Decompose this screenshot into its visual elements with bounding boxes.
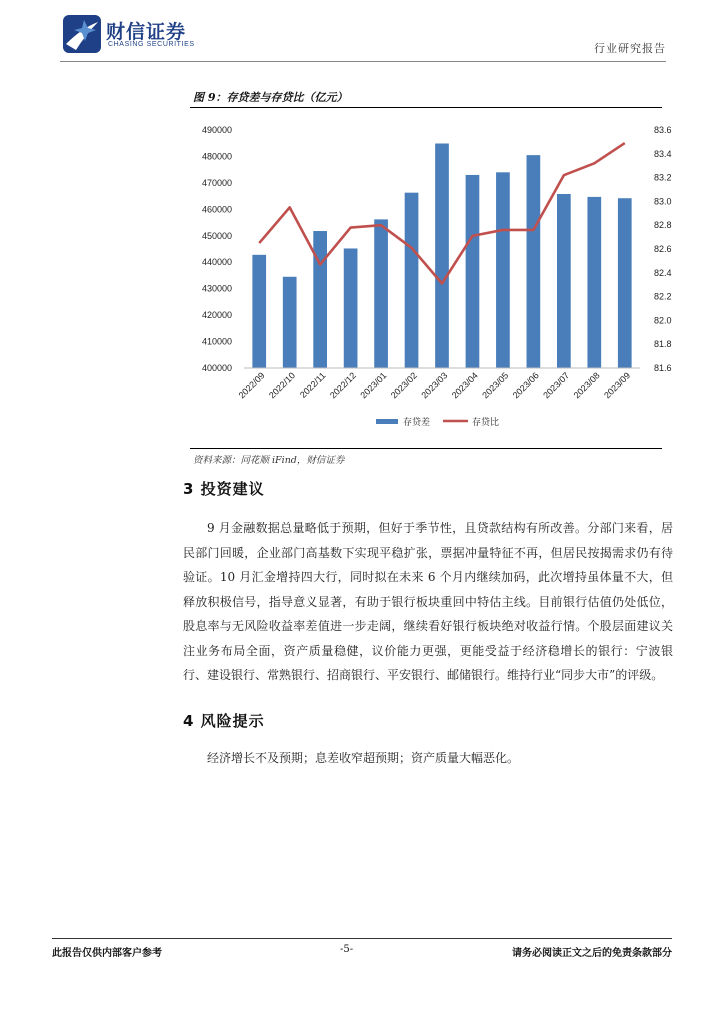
x-tick-label: 2023/06 [510, 370, 541, 401]
x-tick-label: 2023/03 [419, 370, 450, 401]
y-left-tick-label: 440000 [201, 257, 232, 268]
bar-deposit-loan-gap [313, 231, 327, 368]
y-right-tick-label: 82.0 [654, 315, 672, 326]
x-tick-label: 2023/07 [541, 370, 572, 401]
deposit-loan-chart [190, 110, 672, 446]
figure-source: 资料来源：同花顺 iFind，财信证券 [193, 455, 345, 466]
x-tick-label: 2023/04 [449, 370, 480, 401]
x-tick-label: 2023/01 [358, 370, 389, 401]
x-tick-label: 2023/08 [571, 370, 602, 401]
bar-deposit-loan-gap [405, 193, 419, 368]
bar-deposit-loan-gap [283, 277, 297, 368]
header-divider [60, 61, 666, 62]
y-right-tick-label: 82.2 [654, 291, 672, 302]
figure-bottom-rule [190, 448, 662, 449]
y-left-tick-label: 490000 [201, 125, 232, 135]
x-tick-label: 2022/11 [297, 370, 328, 400]
section-heading-risk: 4 风险提示 [183, 712, 265, 730]
y-right-tick-label: 83.2 [654, 172, 672, 183]
y-left-tick-label: 400000 [201, 363, 232, 373]
section-heading-investment: 3 投资建议 [183, 480, 265, 498]
footer-disclaimer-note: 此报告仅供内部客户参考 [52, 948, 162, 959]
footer-divider [52, 938, 672, 939]
bar-deposit-loan-gap [618, 198, 632, 368]
section-paragraph-investment [183, 516, 673, 688]
y-left-tick-label: 450000 [201, 230, 232, 241]
y-right-tick-label: 82.4 [654, 267, 672, 278]
y-left-tick-label: 470000 [201, 177, 232, 188]
x-tick-label: 2022/09 [236, 370, 267, 401]
bar-deposit-loan-gap [252, 255, 266, 368]
logo-subtitle: CHASING SECURITIES [108, 41, 195, 48]
y-left-tick-label: 460000 [201, 204, 232, 215]
legend-label-bar: 存贷差 [403, 418, 431, 428]
footer-terms-note: 请务必阅读正文之后的免责条款部分 [512, 948, 672, 959]
legend-label-line: 存贷比 [472, 418, 500, 428]
bar-deposit-loan-gap [496, 172, 510, 368]
y-left-tick-label: 420000 [201, 310, 232, 321]
x-tick-label: 2022/10 [267, 370, 298, 401]
y-left-tick-label: 480000 [201, 151, 232, 162]
risk-text: 经济增长不及预期；息差收窄超预期；资产质量大幅恶化。 [207, 751, 520, 765]
y-right-tick-label: 83.4 [654, 148, 672, 159]
report-type-label: 行业研究报告 [594, 42, 666, 55]
y-left-tick-label: 410000 [201, 336, 232, 347]
y-right-tick-label: 83.6 [654, 125, 672, 135]
figure-top-rule [190, 107, 662, 108]
y-right-tick-label: 81.8 [654, 339, 672, 350]
x-tick-label: 2023/02 [388, 370, 419, 401]
page-number: -5- [340, 944, 354, 955]
legend-swatch-bar [376, 419, 398, 424]
bar-deposit-loan-gap [587, 197, 601, 368]
x-tick-label: 2022/12 [327, 370, 359, 401]
y-right-tick-label: 81.6 [654, 363, 672, 373]
logo-name: 财信证券 [106, 21, 187, 43]
y-right-tick-label: 82.8 [654, 220, 672, 231]
bar-deposit-loan-gap [344, 248, 358, 368]
bar-deposit-loan-gap [435, 143, 449, 368]
y-left-tick-label: 430000 [201, 283, 232, 294]
company-logo [62, 14, 202, 54]
bar-deposit-loan-gap [557, 194, 571, 368]
logo-mark-icon [62, 14, 102, 54]
y-right-tick-label: 82.6 [654, 244, 672, 254]
x-tick-label: 2023/05 [480, 370, 511, 401]
investment-text: 9 月金融数据总量略低于预期，但好于季节性，且贷款结构有所改善。分部门来看，居民部门回暖，企业部门高基数下实现平稳扩张，票据冲量特征不再，但居民按揭需求仍有待验证。10 月汇金增持四大行，同时拟在未来 6 个月内继续加码，此次增持虽体量不大，但释放积极信号，指导意义显著，有助于银行板块重回中特估主线。目前银行估值仍处低位，股息率与无风险收益率差值进一步走阔，继续看好银行板块绝对收益行情。个股层面建议关注业务布局全面，资产质量稳健，议价能力更强，更能受益于经济稳增长的银行：宁波银行、建设银行、常熟银行、招商银行、平安银行、邮储银行。维持行业“同步大市”的评级。 [183, 521, 673, 682]
figure-title: 图 9：存贷差与存贷比（亿元） [193, 91, 348, 104]
section-paragraph-risk [183, 746, 673, 771]
bar-deposit-loan-gap [527, 155, 541, 368]
y-right-tick-label: 83.0 [654, 196, 672, 207]
x-tick-label: 2023/09 [602, 370, 633, 401]
bar-deposit-loan-gap [466, 175, 480, 368]
bar-deposit-loan-gap [374, 219, 388, 368]
